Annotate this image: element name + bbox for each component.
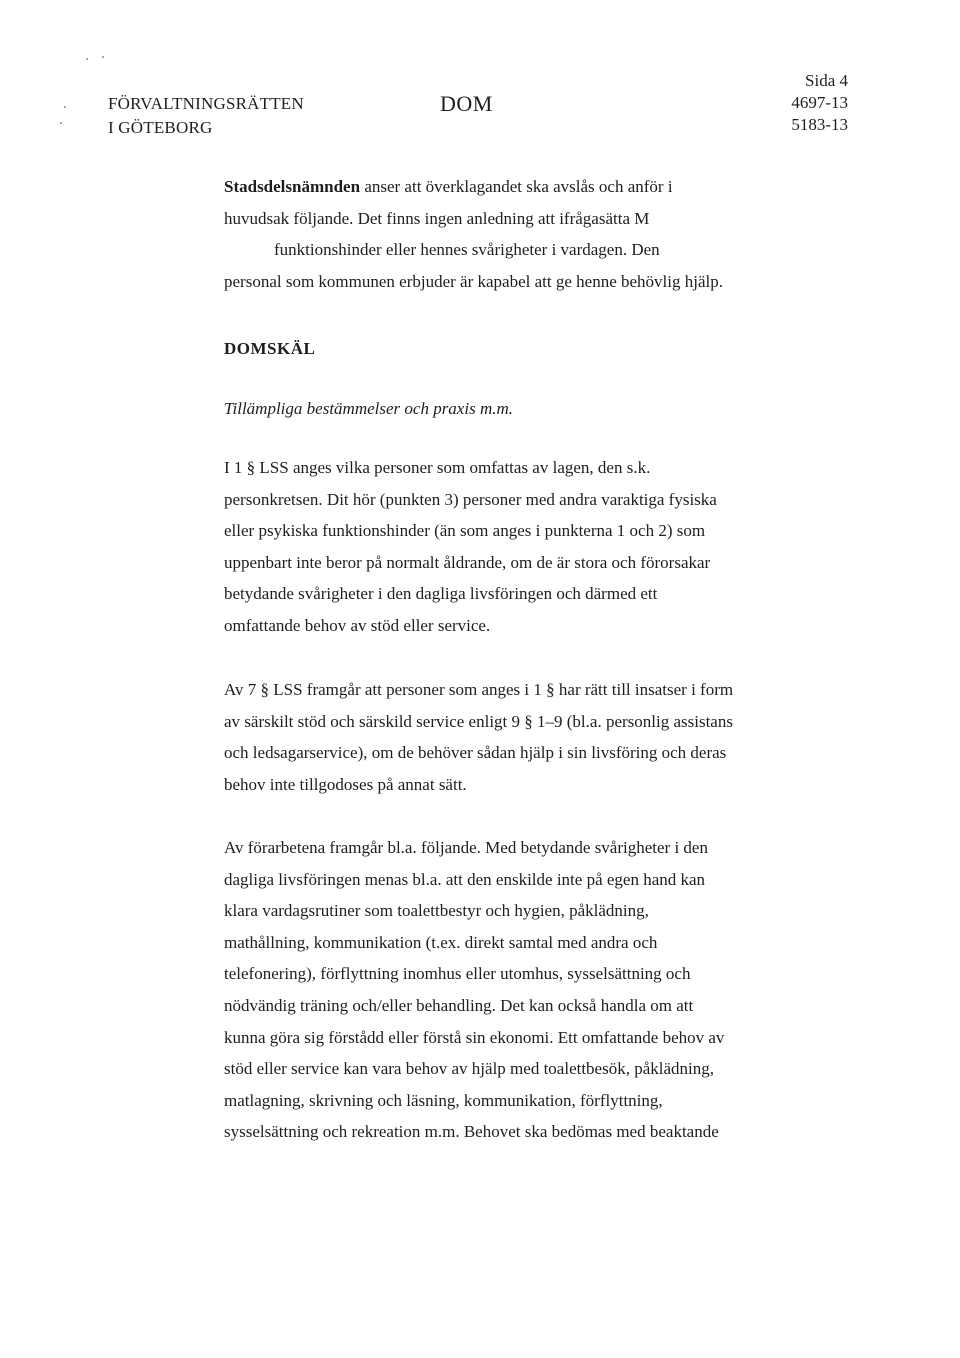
text-line: Av förarbetena framgår bl.a. följande. Med betydande svårigheter i den bbox=[224, 838, 708, 857]
scan-mark bbox=[102, 56, 104, 58]
text-line: matlagning, skrivning och läsning, kommunikation, förflyttning, bbox=[224, 1090, 663, 1110]
document-type: DOM bbox=[440, 91, 493, 116]
text-line: funktionshinder eller hennes svårigheter i vardagen. Den bbox=[274, 240, 660, 260]
text-line: uppenbart inte beror på normalt åldrande, om de är stora och förorsakar bbox=[224, 552, 711, 572]
case-number-1: 4697-13 bbox=[791, 93, 848, 112]
text-line: klara vardagsrutiner som toalettbestyr och hygien, påklädning, bbox=[224, 901, 649, 921]
section-subheading: Tillämpliga bestämmelser och praxis m.m. bbox=[224, 399, 513, 418]
text-line: nödvändig träning och/eller behandling. Det kan också handla om att bbox=[224, 995, 694, 1015]
text-line: och ledsagarservice), om de behöver sådan hjälp i sin livsföring och deras bbox=[224, 743, 727, 763]
court-name-line1: FÖRVALTNINGSRÄTTEN bbox=[108, 94, 304, 113]
scan-mark bbox=[86, 58, 88, 60]
text-line: stöd eller service kan vara behov av hjälp med toalettbesök, påklädning, bbox=[224, 1059, 715, 1079]
scan-mark bbox=[60, 122, 62, 124]
text-line: Stadsdelsnämnden anser att överklagandet ska avslås och anför i bbox=[224, 177, 673, 196]
page-number: Sida 4 bbox=[805, 71, 848, 90]
court-name-line2: I GÖTEBORG bbox=[108, 118, 213, 137]
text-line: omfattande behov av stöd eller service. bbox=[224, 615, 491, 635]
text-line: Av 7 § LSS framgår att personer som anges i 1 § har rätt till insatser i form bbox=[224, 680, 734, 699]
text-line: I 1 § LSS anges vilka personer som omfattas av lagen, den s.k. bbox=[224, 458, 651, 477]
text-line: behov inte tillgodoses på annat sätt. bbox=[224, 774, 467, 794]
case-number-2: 5183-13 bbox=[791, 115, 848, 134]
section-heading: DOMSKÄL bbox=[224, 339, 316, 358]
subject-name: Stadsdelsnämnden bbox=[224, 177, 361, 196]
page-info bbox=[791, 70, 848, 136]
text-line: huvudsak följande. Det finns ingen anledning att ifrågasätta M bbox=[224, 208, 650, 228]
paragraph-personkrets bbox=[224, 452, 784, 642]
text-line: personkretsen. Dit hör (punkten 3) personer med andra varaktiga fysiska bbox=[224, 489, 717, 509]
paragraph-forarbeten bbox=[224, 832, 784, 1148]
text-line: sysselsättning och rekreation m.m. Behovet ska bedömas med beaktande bbox=[224, 1122, 719, 1142]
text-line: eller psykiska funktionshinder (än som anges i punkterna 1 och 2) som bbox=[224, 521, 706, 541]
text-line: kunna göra sig förstådd eller förstå sin ekonomi. Ett omfattande behov av bbox=[224, 1027, 725, 1047]
text-line: telefonering), förflyttning inomhus eller utomhus, sysselsättning och bbox=[224, 964, 691, 984]
intro-paragraph bbox=[224, 171, 784, 297]
text-line: av särskilt stöd och särskild service enligt 9 § 1–9 (bl.a. personlig assistans bbox=[224, 711, 733, 731]
scan-mark bbox=[64, 106, 66, 108]
text-line: personal som kommunen erbjuder är kapabel att ge henne behövlig hjälp. bbox=[224, 271, 723, 291]
text-line: mathållning, kommunikation (t.ex. direkt samtal med andra och bbox=[224, 932, 658, 952]
paragraph-insatser bbox=[224, 674, 784, 800]
text-line: dagliga livsföringen menas bl.a. att den enskilde inte på egen hand kan bbox=[224, 869, 706, 889]
court-name bbox=[108, 92, 304, 140]
text-line: betydande svårigheter i den dagliga livsföringen och därmed ett bbox=[224, 584, 658, 604]
